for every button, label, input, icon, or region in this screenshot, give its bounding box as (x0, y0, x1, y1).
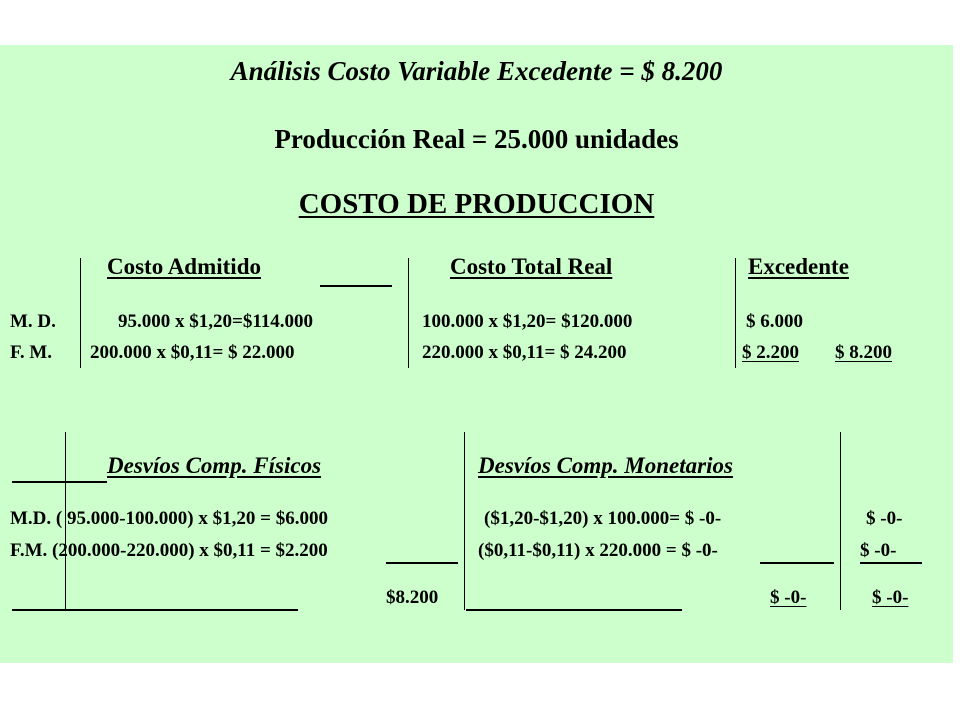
totals-line-middle (466, 609, 682, 611)
cell-extra-fm: $ -0- (860, 540, 897, 561)
header-underline-admitido (320, 285, 392, 287)
underline-monetarios-fm (760, 562, 834, 564)
header-desvios-monetarios: Desvíos Comp. Monetarios (478, 453, 733, 478)
header-costo-admitido: Costo Admitido (107, 254, 261, 279)
slide-title: Análisis Costo Variable Excedente = $ 8.200 (230, 56, 723, 86)
underline-extra-fm (860, 562, 922, 564)
header-underline-fisicos (12, 481, 107, 483)
header-excedente: Excedente (748, 254, 849, 279)
divider-line (464, 432, 465, 610)
row-label-md: M. D. (10, 311, 56, 332)
cell-admitido-md: 95.000 x $1,20=$114.000 (118, 311, 314, 332)
divider-line (80, 258, 81, 368)
section-heading: COSTO DE PRODUCCION (298, 188, 655, 220)
cell-excedente-fm: $ 2.200 (742, 342, 799, 363)
production-subtitle: Producción Real = 25.000 unidades (274, 124, 679, 154)
cell-extra-md: $ -0- (866, 508, 903, 529)
total-monetarios: $ -0- (770, 587, 807, 608)
cell-monetarios-md: ($1,20-$1,20) x 100.000= $ -0- (484, 508, 722, 529)
total-extra: $ -0- (872, 587, 909, 608)
cell-excedente-total: $ 8.200 (835, 342, 892, 363)
header-costo-total-real: Costo Total Real (450, 254, 613, 279)
total-fisicos: $8.200 (386, 587, 439, 608)
underline-fisicos-fm (386, 562, 458, 564)
cell-monetarios-fm: ($0,11-$0,11) x 220.000 = $ -0- (478, 540, 718, 561)
header-desvios-fisicos: Desvíos Comp. Físicos (107, 453, 322, 478)
divider-line (408, 258, 409, 368)
cell-admitido-fm: 200.000 x $0,11= $ 22.000 (90, 342, 295, 363)
divider-line (840, 432, 841, 610)
divider-line (735, 258, 736, 368)
row-label-fm: F. M. (10, 342, 53, 363)
cell-fisicos-fm: F.M. (200.000-220.000) x $0,11 = $2.200 (10, 540, 328, 561)
cell-fisicos-md: M.D. ( 95.000-100.000) x $1,20 = $6.000 (10, 508, 328, 529)
cell-excedente-md: $ 6.000 (746, 311, 803, 332)
totals-line-left (12, 609, 298, 611)
cell-real-md: 100.000 x $1,20= $120.000 (422, 311, 633, 332)
cell-real-fm: 220.000 x $0,11= $ 24.200 (422, 342, 627, 363)
